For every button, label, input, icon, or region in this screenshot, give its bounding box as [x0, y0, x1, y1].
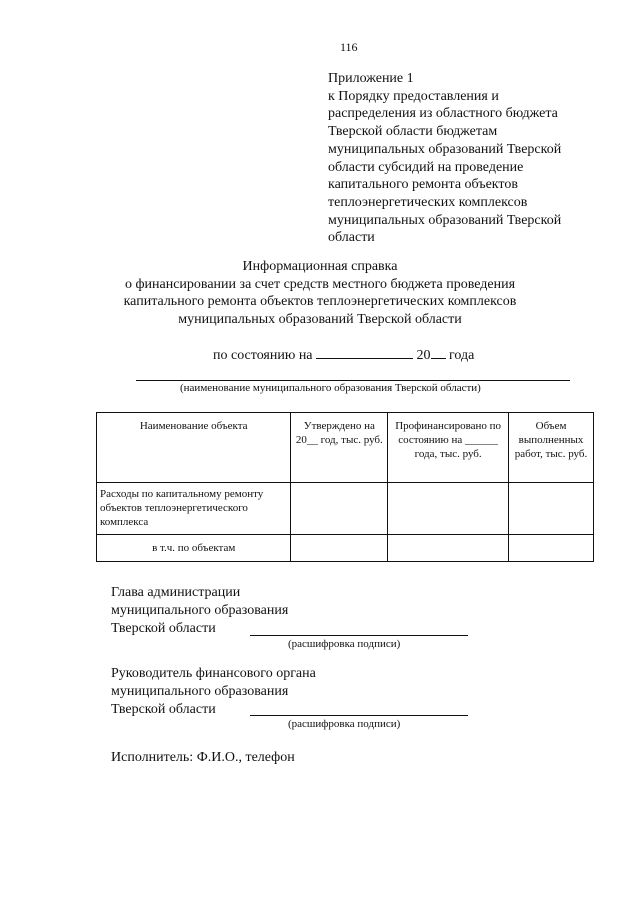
appendix-line: к Порядку предоставления и: [328, 88, 499, 104]
signature-line-text: муниципального образования: [111, 684, 289, 699]
table-cell[interactable]: [509, 483, 594, 535]
appendix-line: области субсидий на проведение: [328, 159, 524, 175]
appendix-line: распределения из областного бюджета: [328, 106, 558, 122]
title-line: капитального ремонта объектов теплоэнергетических комплексов: [123, 294, 517, 309]
year-prefix: 20: [416, 348, 431, 363]
title-line: муниципальных образований Тверской области: [178, 311, 462, 327]
date-blank-field[interactable]: [316, 347, 413, 359]
title-line: о финансировании за счет средств местного бюджета проведения: [124, 276, 516, 292]
table-cell[interactable]: [291, 483, 388, 535]
signature-block-finance: [111, 665, 316, 719]
signature-caption: (расшифровка подписи): [288, 718, 401, 730]
table-cell[interactable]: [388, 535, 509, 562]
appendix-line: муниципальных образований Тверской: [328, 212, 562, 228]
signature-line-text: муниципального образования: [111, 603, 289, 618]
appendix-line: капитального ремонта объектов: [328, 177, 518, 193]
table-cell[interactable]: [291, 535, 388, 562]
table-cell[interactable]: [388, 483, 509, 535]
signature-line-text: Тверской области: [111, 702, 216, 717]
financing-table: [96, 412, 594, 562]
header-work-volume: Объем выполненных работ, тыс. руб.: [509, 413, 594, 483]
table-row: [97, 483, 594, 535]
signature-block-head: [111, 584, 288, 638]
appendix-line: Приложение 1: [328, 71, 414, 86]
appendix-line: муниципальных образований Тверской: [328, 141, 562, 157]
appendix-line: области: [328, 230, 375, 246]
signature-caption: (расшифровка подписи): [288, 638, 401, 650]
signature-line-text: Тверской области: [111, 621, 216, 636]
year-blank-field[interactable]: [431, 347, 446, 359]
appendix-header: [328, 70, 561, 247]
table-header-row: [97, 413, 594, 483]
title-line: Информационная справка: [242, 259, 398, 274]
municipality-caption: (наименование муниципального образования Тверской области): [180, 382, 481, 394]
appendix-line: теплоэнергетических комплексов: [328, 194, 528, 210]
date-suffix: года: [449, 348, 475, 363]
date-line: [213, 347, 474, 364]
row-label: Расходы по капитальному ремонту объектов теплоэнергетического комплекса: [97, 483, 291, 535]
signature-line-text: Глава администрации: [111, 585, 241, 600]
page-number: 116: [340, 40, 358, 54]
signature-line-text: Руководитель финансового органа: [111, 666, 316, 681]
row-label: в т.ч. по объектам: [97, 535, 291, 562]
document-title: [0, 258, 640, 328]
table-row: [97, 535, 594, 562]
appendix-line: Тверской области бюджетам: [328, 124, 498, 140]
header-approved: Утверждено на 20__ год, тыс. руб.: [291, 413, 388, 483]
municipality-blank-line[interactable]: [136, 380, 570, 381]
table-cell[interactable]: [509, 535, 594, 562]
signature-field-finance[interactable]: [250, 715, 468, 716]
signature-field-head[interactable]: [250, 635, 468, 636]
executor-line: Исполнитель: Ф.И.О., телефон: [111, 750, 295, 765]
header-financed: Профинансировано по состоянию на ______ года, тыс. руб.: [388, 413, 509, 483]
header-object-name: Наименование объекта: [97, 413, 291, 483]
date-prefix: по состоянию на: [213, 348, 313, 363]
